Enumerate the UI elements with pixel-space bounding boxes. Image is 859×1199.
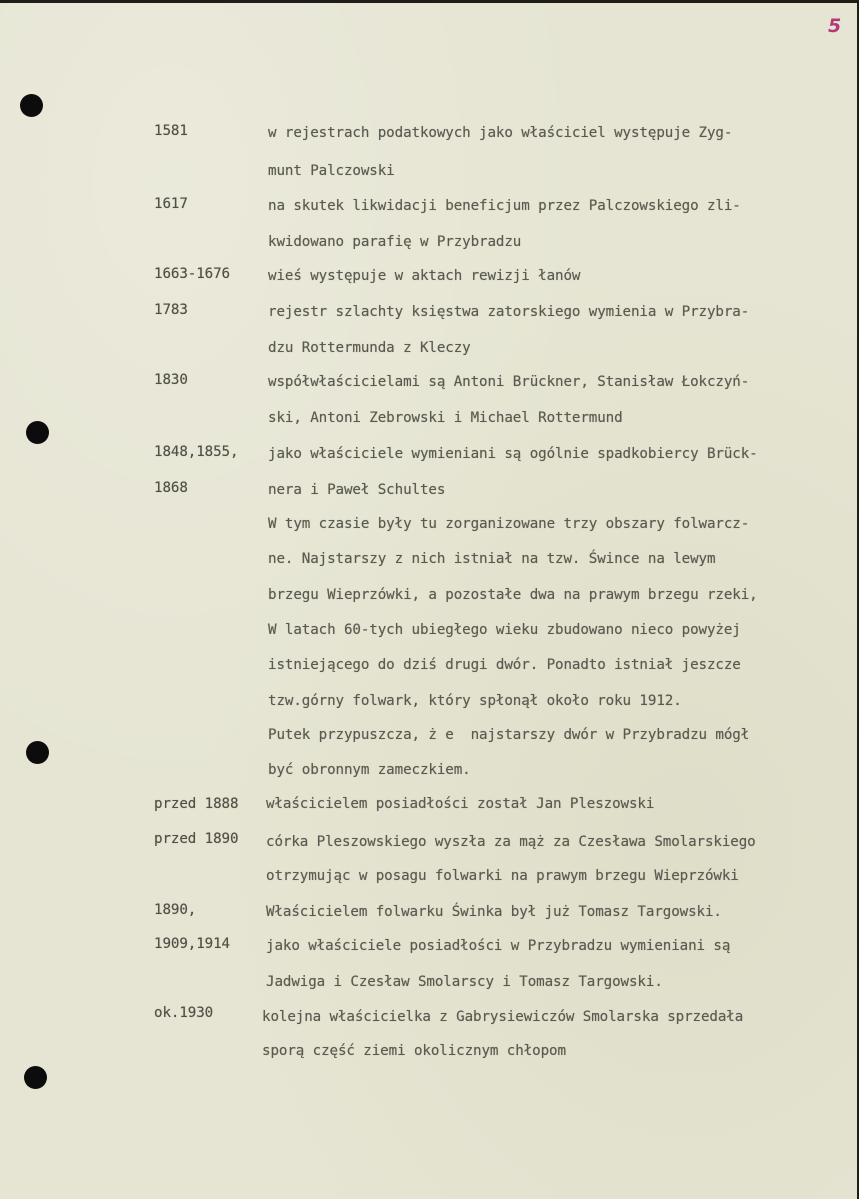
- entry-date: 1617: [154, 196, 188, 212]
- entry-text-line: współwłaścicielami są Antoni Brückner, Stanisław Łokczyń-: [268, 374, 750, 390]
- punch-hole: [20, 94, 43, 117]
- entry-text-line: otrzymując w posagu folwarki na prawym brzegu Wieprzówki: [266, 868, 739, 884]
- typewritten-page: [0, 3, 857, 1199]
- entry-text-line: rejestr szlachty księstwa zatorskiego wymienia w Przybra-: [268, 304, 750, 320]
- entry-text-line: ne. Najstarszy z nich istniał na tzw. Śwince na lewym: [268, 551, 716, 567]
- entry-text-line: tzw.górny folwark, który spłonął około roku 1912.: [268, 693, 682, 709]
- entry-text-line: ski, Antoni Zebrowski i Michael Rottermund: [268, 410, 623, 426]
- entry-text-line: brzegu Wieprzówki, a pozostałe dwa na prawym brzegu rzeki,: [268, 587, 758, 603]
- entry-text-line: istniejącego do dziś drugi dwór. Ponadto istniał jeszcze: [268, 657, 741, 673]
- entry-text-line: sporą część ziemi okolicznym chłopom: [262, 1043, 566, 1059]
- entry-date: 1581: [154, 123, 188, 139]
- entry-date: ok.1930: [154, 1005, 214, 1021]
- punch-hole: [26, 421, 49, 444]
- entry-text-line: Jadwiga i Czesław Smolarscy i Tomasz Targowski.: [266, 974, 663, 990]
- entry-text-line: właścicielem posiadłości został Jan Pleszowski: [266, 796, 655, 812]
- entry-text-line: dzu Rottermunda z Kleczy: [268, 340, 471, 356]
- entry-text-line: w rejestrach podatkowych jako właściciel występuje Zyg-: [268, 125, 733, 141]
- entry-text-line: nera i Paweł Schultes: [268, 482, 446, 498]
- entry-text-line: Putek przypuszcza, ż e najstarszy dwór w Przybradzu mógł: [268, 727, 750, 743]
- punch-hole: [26, 741, 49, 764]
- punch-hole: [24, 1066, 47, 1089]
- entry-date: 1890,: [154, 902, 197, 918]
- entry-text-line: wieś występuje w aktach rewizji łanów: [268, 268, 581, 284]
- entry-text-line: być obronnym zameczkiem.: [268, 762, 471, 778]
- entry-text-line: córka Pleszowskiego wyszła za mąż za Czesława Smolarskiego: [266, 834, 756, 850]
- entry-text-line: kolejna właścicielka z Gabrysiewiczów Smolarska sprzedała: [262, 1009, 744, 1025]
- entry-date: 1848,1855,: [154, 444, 239, 460]
- entry-text-line: jako właściciele posiadłości w Przybradzu wymieniani są: [266, 938, 731, 954]
- entry-date: przed 1890: [154, 831, 239, 847]
- entry-date: 1909,1914: [154, 936, 230, 952]
- entry-text-line: W latach 60-tych ubiegłego wieku zbudowano nieco powyżej: [268, 622, 741, 638]
- page-number: 5: [828, 15, 842, 37]
- entry-date: 1830: [154, 372, 188, 388]
- entry-text-line: kwidowano parafię w Przybradzu: [268, 234, 522, 250]
- entry-text-line: jako właściciele wymieniani są ogólnie spadkobiercy Brück-: [268, 446, 758, 462]
- entry-text-line: munt Palczowski: [268, 163, 395, 179]
- entry-date: przed 1888: [154, 796, 239, 812]
- entry-text-line: na skutek likwidacji beneficjum przez Palczowskiego zli-: [268, 198, 741, 214]
- entry-date: 1663-1676: [154, 266, 230, 282]
- entry-date: 1868: [154, 480, 188, 496]
- entry-date: 1783: [154, 302, 188, 318]
- entry-text-line: W tym czasie były tu zorganizowane trzy obszary folwarcz-: [268, 516, 750, 532]
- entry-text-line: Właścicielem folwarku Świnka był już Tomasz Targowski.: [266, 904, 722, 920]
